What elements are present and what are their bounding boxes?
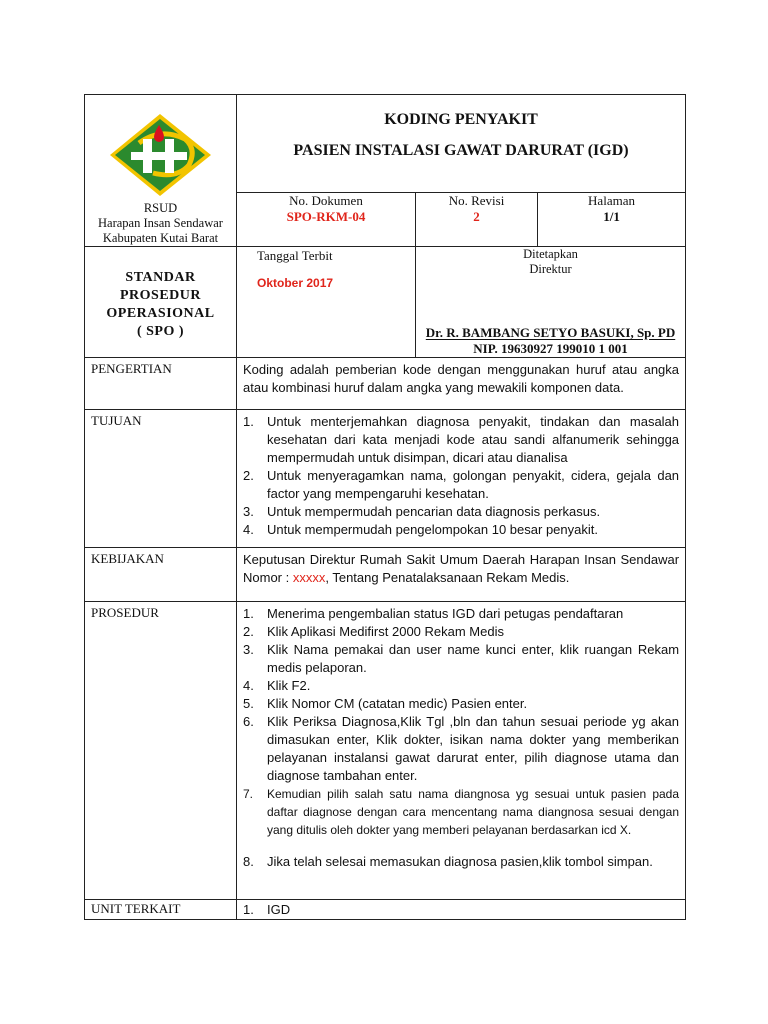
issue-date-label: Tanggal Terbit xyxy=(257,248,333,263)
issue-date-cell xyxy=(237,247,416,358)
list-item: 4. Untuk mempermudah pengelompokan 10 besar penyakit. xyxy=(243,522,598,537)
spo-table xyxy=(84,94,686,920)
page-label: Halaman xyxy=(588,192,635,208)
prosedur-content xyxy=(237,602,686,900)
document-title xyxy=(237,95,686,193)
page-value: 1/1 xyxy=(603,208,620,224)
pengertian-label: PENGERTIAN xyxy=(85,358,237,410)
org-line-name: Harapan Insan Sendawar xyxy=(98,216,223,230)
spo-document xyxy=(84,94,685,920)
list-item: 1. IGD xyxy=(243,902,291,917)
list-item: 1. Menerima pengembalian status IGD dari petugas pendaftaran xyxy=(243,606,624,621)
list-item: 3. Klik Nama pemakai dan user name kunci enter, klik ruangan Rekam medis pelaporan. xyxy=(243,642,680,675)
director-name: Dr. R. BAMBANG SETYO BASUKI, Sp. PD xyxy=(425,325,676,340)
doc-number-value: SPO-RKM-04 xyxy=(286,208,366,224)
org-name xyxy=(85,201,236,246)
revision-label: No. Revisi xyxy=(448,192,505,208)
list-item: 5. Klik Nomor CM (catatan medic) Pasien enter. xyxy=(243,696,528,711)
hospital-logo xyxy=(109,113,212,197)
kebijakan-label: KEBIJAKAN xyxy=(85,548,237,602)
approval-role: Direktur xyxy=(529,262,572,276)
spo-line-abbrev: ( SPO ) xyxy=(136,324,185,339)
title-line2: PASIEN INSTALASI GAWAT DARURAT (IGD) xyxy=(293,142,629,159)
list-item: 2. Klik Aplikasi Medifirst 2000 Rekam Medis xyxy=(243,624,504,639)
spo-line-standar: STANDAR xyxy=(125,270,196,285)
org-line-rsud: RSUD xyxy=(143,201,178,215)
org-line-region: Kabupaten Kutai Barat xyxy=(102,231,219,245)
title-line1: KODING PENYAKIT xyxy=(384,111,538,128)
tujuan-content xyxy=(237,410,686,548)
revision-value: 2 xyxy=(473,208,480,224)
unit-terkait-content xyxy=(237,900,686,920)
list-item: 7. Kemudian pilih salah satu nama diangnosa yg sesuai untuk pasien pada daftar diagnose dengan cara mencentang nama diangnosa sesuai dengan yang ditulis oleh dokter yang memberi pelayanan berdasarkan icd X. xyxy=(243,787,680,837)
spo-line-operasional: OPERASIONAL xyxy=(106,306,215,321)
unit-list xyxy=(243,901,679,919)
revision-cell xyxy=(416,192,538,246)
pengertian-text: Koding adalah pemberian kode dengan menggunakan huruf atau angka atau kombinasi huruf dalam angka yang mewakili komponen data. xyxy=(237,358,686,410)
director-signature-block xyxy=(416,325,685,357)
page-cell xyxy=(538,192,686,246)
kebijakan-text: Keputusan Direktur Rumah Sakit Umum Daerah Harapan Insan Sendawar Nomor : xxxxx, Tentang Penatalaksanaan Rekam Medis. xyxy=(237,548,686,602)
approval-label: Ditetapkan xyxy=(523,247,578,261)
issue-date-value: Oktober 2017 xyxy=(257,276,334,290)
list-item: 3. Untuk mempermudah pencarian data diagnosis perkasus. xyxy=(243,504,601,519)
director-nip: NIP. 19630927 199010 1 001 xyxy=(473,341,628,356)
list-item: 4. Klik F2. xyxy=(243,678,311,693)
list-item: 1. Untuk menterjemahkan diagnosa penyakit, tindakan dan masalah kesehatan dari kata menjadi kode atau sandi alfanumerik sehingga mempermudah untuk disimpan, dicari atau dianalisa xyxy=(243,414,680,465)
doc-number-cell xyxy=(237,192,416,246)
list-item: 8. Jika telah selesai memasukan diagnosa pasien,klik tombol simpan. xyxy=(243,854,653,869)
spo-line-prosedur: PROSEDUR xyxy=(119,288,201,303)
approval-cell xyxy=(416,247,686,358)
spo-label-cell xyxy=(85,247,237,358)
list-item: 6. Klik Periksa Diagnosa,Klik Tgl ,bln dan tahun sesuai periode yg akan dimasukan enter, Klik dokter, isikan nama dokter yang memberikan pelayanan instalansi gawat darurat enter, pilih diagnose utama dan diagnose tambahan enter. xyxy=(243,714,680,783)
doc-number-label: No. Dokumen xyxy=(289,192,363,208)
prosedur-list xyxy=(243,605,679,871)
prosedur-label: PROSEDUR xyxy=(85,602,237,900)
list-item: 2. Untuk menyeragamkan nama, golongan penyakit, cidera, gejala dan factor yang mempengaruhi kesehatan. xyxy=(243,468,680,501)
decree-number: xxxxx xyxy=(292,570,326,585)
tujuan-list xyxy=(243,413,679,539)
hospital-logo-cell xyxy=(85,95,237,247)
tujuan-label: TUJUAN xyxy=(85,410,237,548)
unit-terkait-label: UNIT TERKAIT xyxy=(85,900,237,920)
